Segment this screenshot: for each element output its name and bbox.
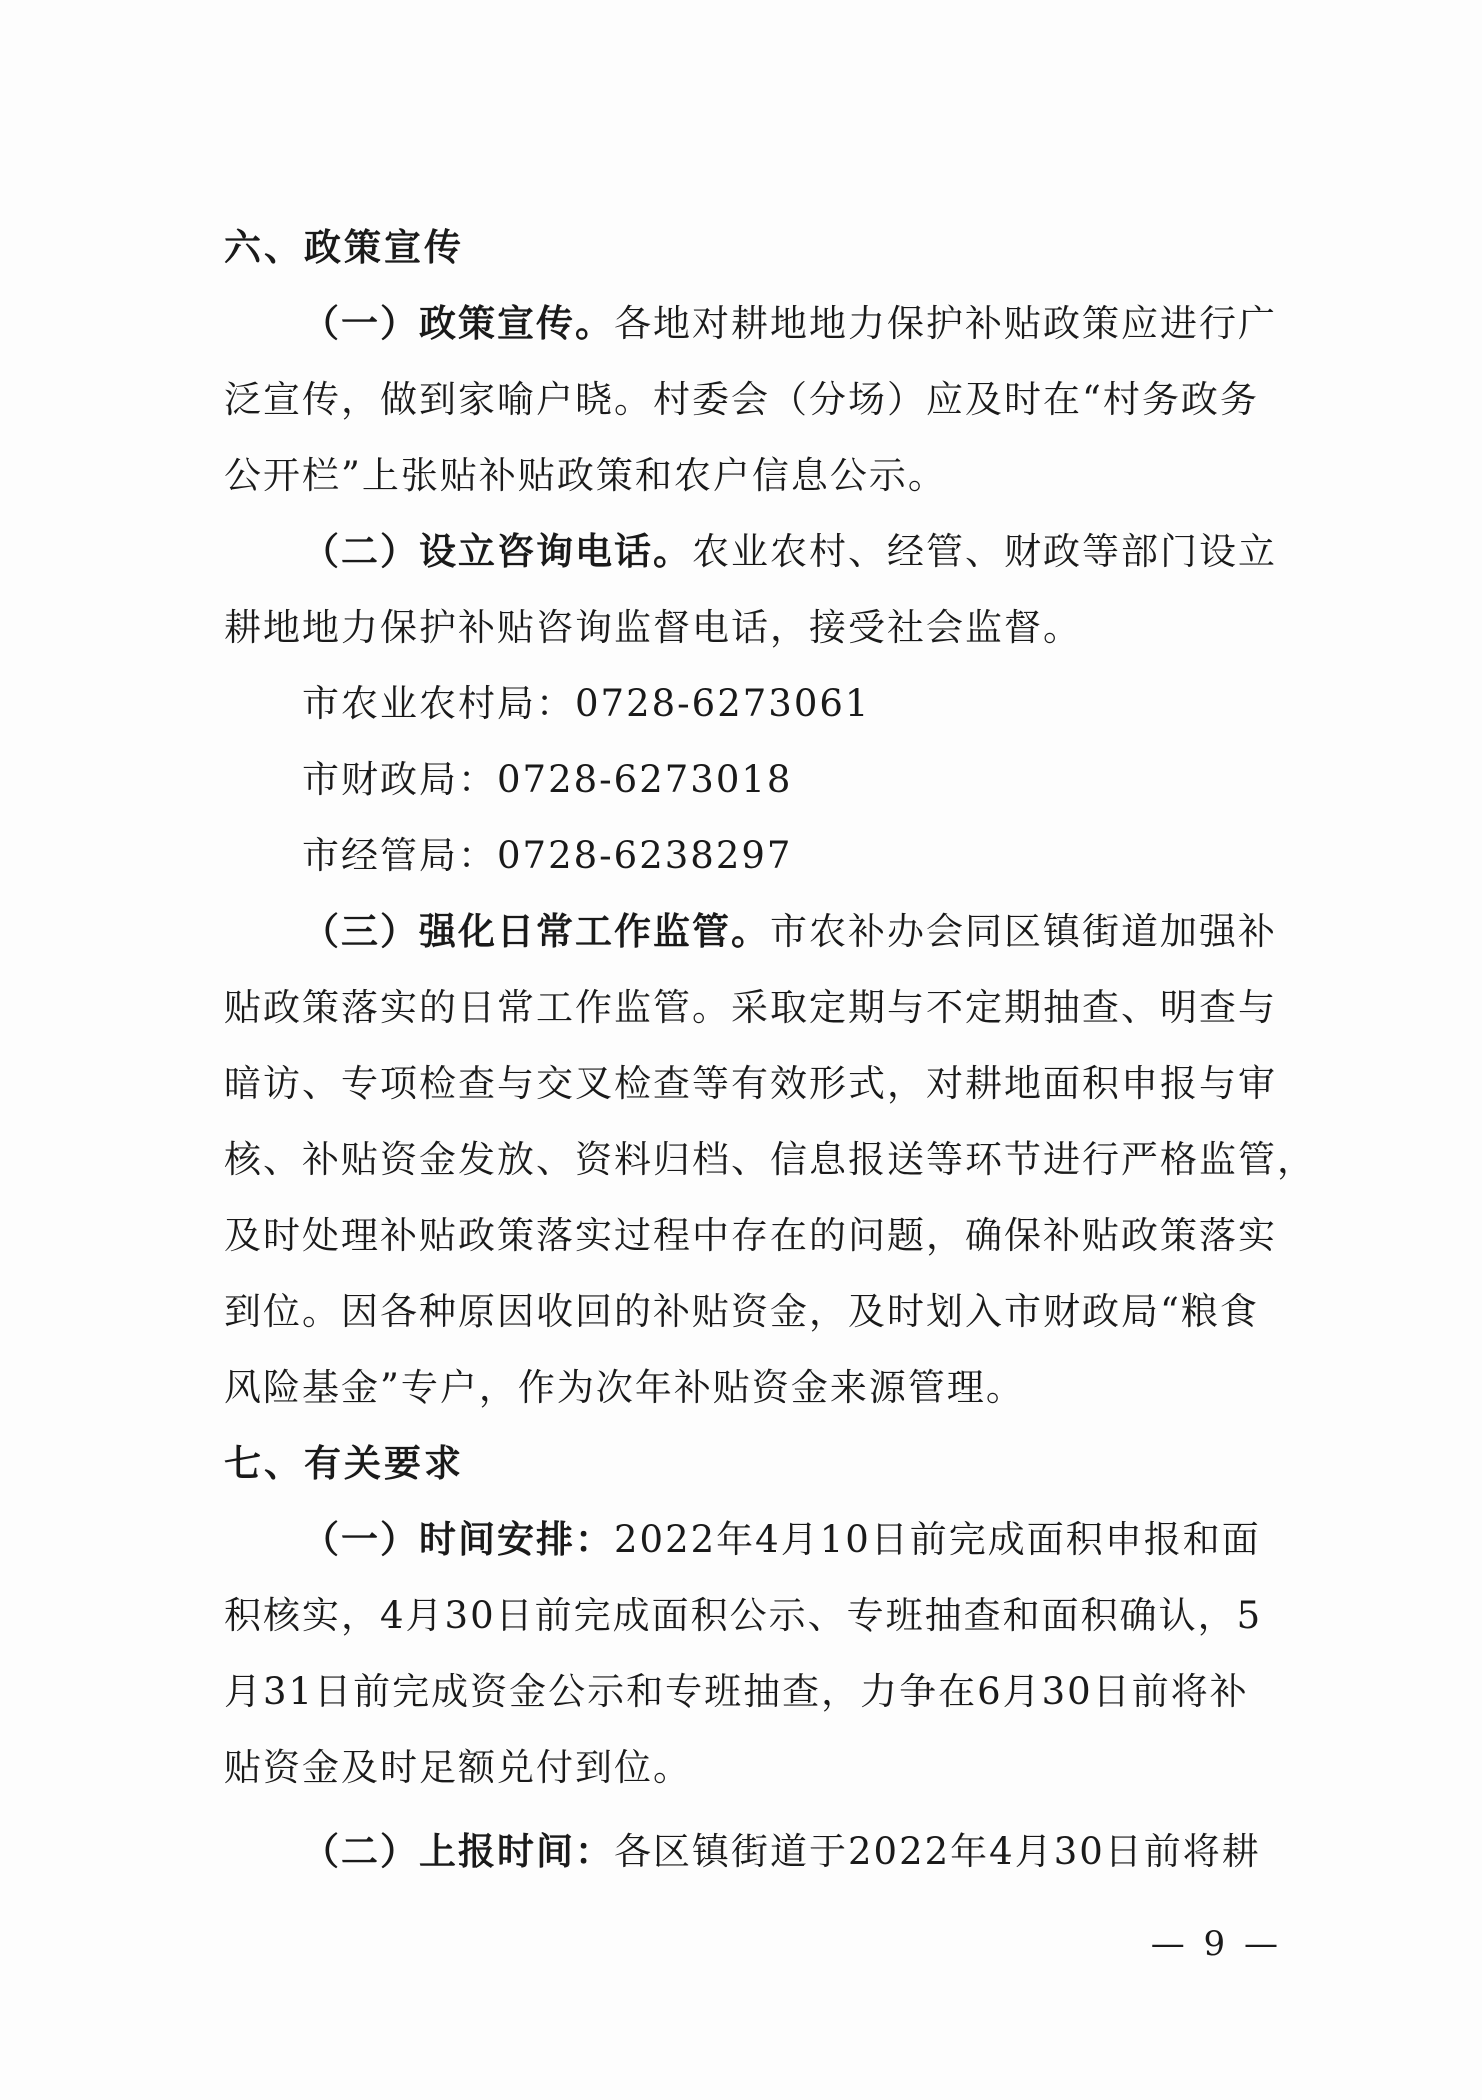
- paragraph-7-1-line-2: 积核实，4月30日前完成面积公示、专班抽查和面积确认，5: [224, 1594, 1263, 1637]
- paragraph-6-1-line-1: [302, 302, 1277, 346]
- paragraph-6-1-line-3: 公开栏”上张贴补贴政策和农户信息公示。: [224, 454, 947, 497]
- paragraph-7-1-line-4: 贴资金及时足额兑付到位。: [224, 1746, 692, 1789]
- paragraph-6-3-line-7: 风险基金”专户，作为次年补贴资金来源管理。: [224, 1366, 1025, 1409]
- paragraph-7-1-line-1: [302, 1518, 1261, 1562]
- paragraph-6-1-text: 各地对耕地地力保护补贴政策应进行广: [614, 302, 1277, 345]
- paragraph-6-1-lead: （一）政策宣传。: [302, 302, 614, 345]
- paragraph-6-1-line-2: 泛宣传，做到家喻户晓。村委会（分场）应及时在“村务政务: [224, 378, 1259, 421]
- paragraph-6-2-line-2: 耕地地力保护补贴咨询监督电话，接受社会监督。: [224, 606, 1082, 649]
- paragraph-6-2-lead: （二）设立咨询电话。: [302, 530, 692, 573]
- contact-line-2: 市财政局：0728-6273018: [302, 758, 793, 801]
- section-6-heading: 六、政策宣传: [224, 226, 464, 269]
- paragraph-7-2-line-1: [302, 1830, 1261, 1874]
- paragraph-7-1-text: 2022年4月10日前完成面积申报和面: [614, 1518, 1261, 1561]
- contact-line-3: 市经管局：0728-6238297: [302, 834, 793, 877]
- paragraph-7-2-text: 各区镇街道于2022年4月30日前将耕: [614, 1830, 1261, 1873]
- paragraph-7-1-lead: （一）时间安排：: [302, 1518, 614, 1561]
- page-number: — 9 —: [1150, 1924, 1282, 1964]
- paragraph-6-2-line-1: [302, 530, 1277, 574]
- paragraph-7-2-lead: （二）上报时间：: [302, 1830, 614, 1873]
- paragraph-6-2-text: 农业农村、经管、财政等部门设立: [692, 530, 1277, 573]
- paragraph-6-3-line-4: 核、补贴资金发放、资料归档、信息报送等环节进行严格监管，: [224, 1138, 1316, 1181]
- paragraph-6-3-line-2: 贴政策落实的日常工作监管。采取定期与不定期抽查、明查与: [224, 986, 1277, 1029]
- paragraph-6-3-line-5: 及时处理补贴政策落实过程中存在的问题，确保补贴政策落实: [224, 1214, 1277, 1257]
- paragraph-6-3-line-3: 暗访、专项检查与交叉检查等有效形式，对耕地面积申报与审: [224, 1062, 1277, 1105]
- paragraph-6-3-line-6: 到位。因各种原因收回的补贴资金，及时划入市财政局“粮食: [224, 1290, 1259, 1333]
- paragraph-7-1-line-3: 月31日前完成资金公示和专班抽查，力争在6月30日前将补: [224, 1670, 1249, 1713]
- paragraph-6-3-lead: （三）强化日常工作监管。: [302, 910, 770, 953]
- paragraph-6-3-text: 市农补办会同区镇街道加强补: [770, 910, 1277, 953]
- section-7-heading: 七、有关要求: [224, 1442, 464, 1485]
- paragraph-6-3-line-1: [302, 910, 1277, 954]
- contact-line-1: 市农业农村局：0728-6273061: [302, 682, 871, 725]
